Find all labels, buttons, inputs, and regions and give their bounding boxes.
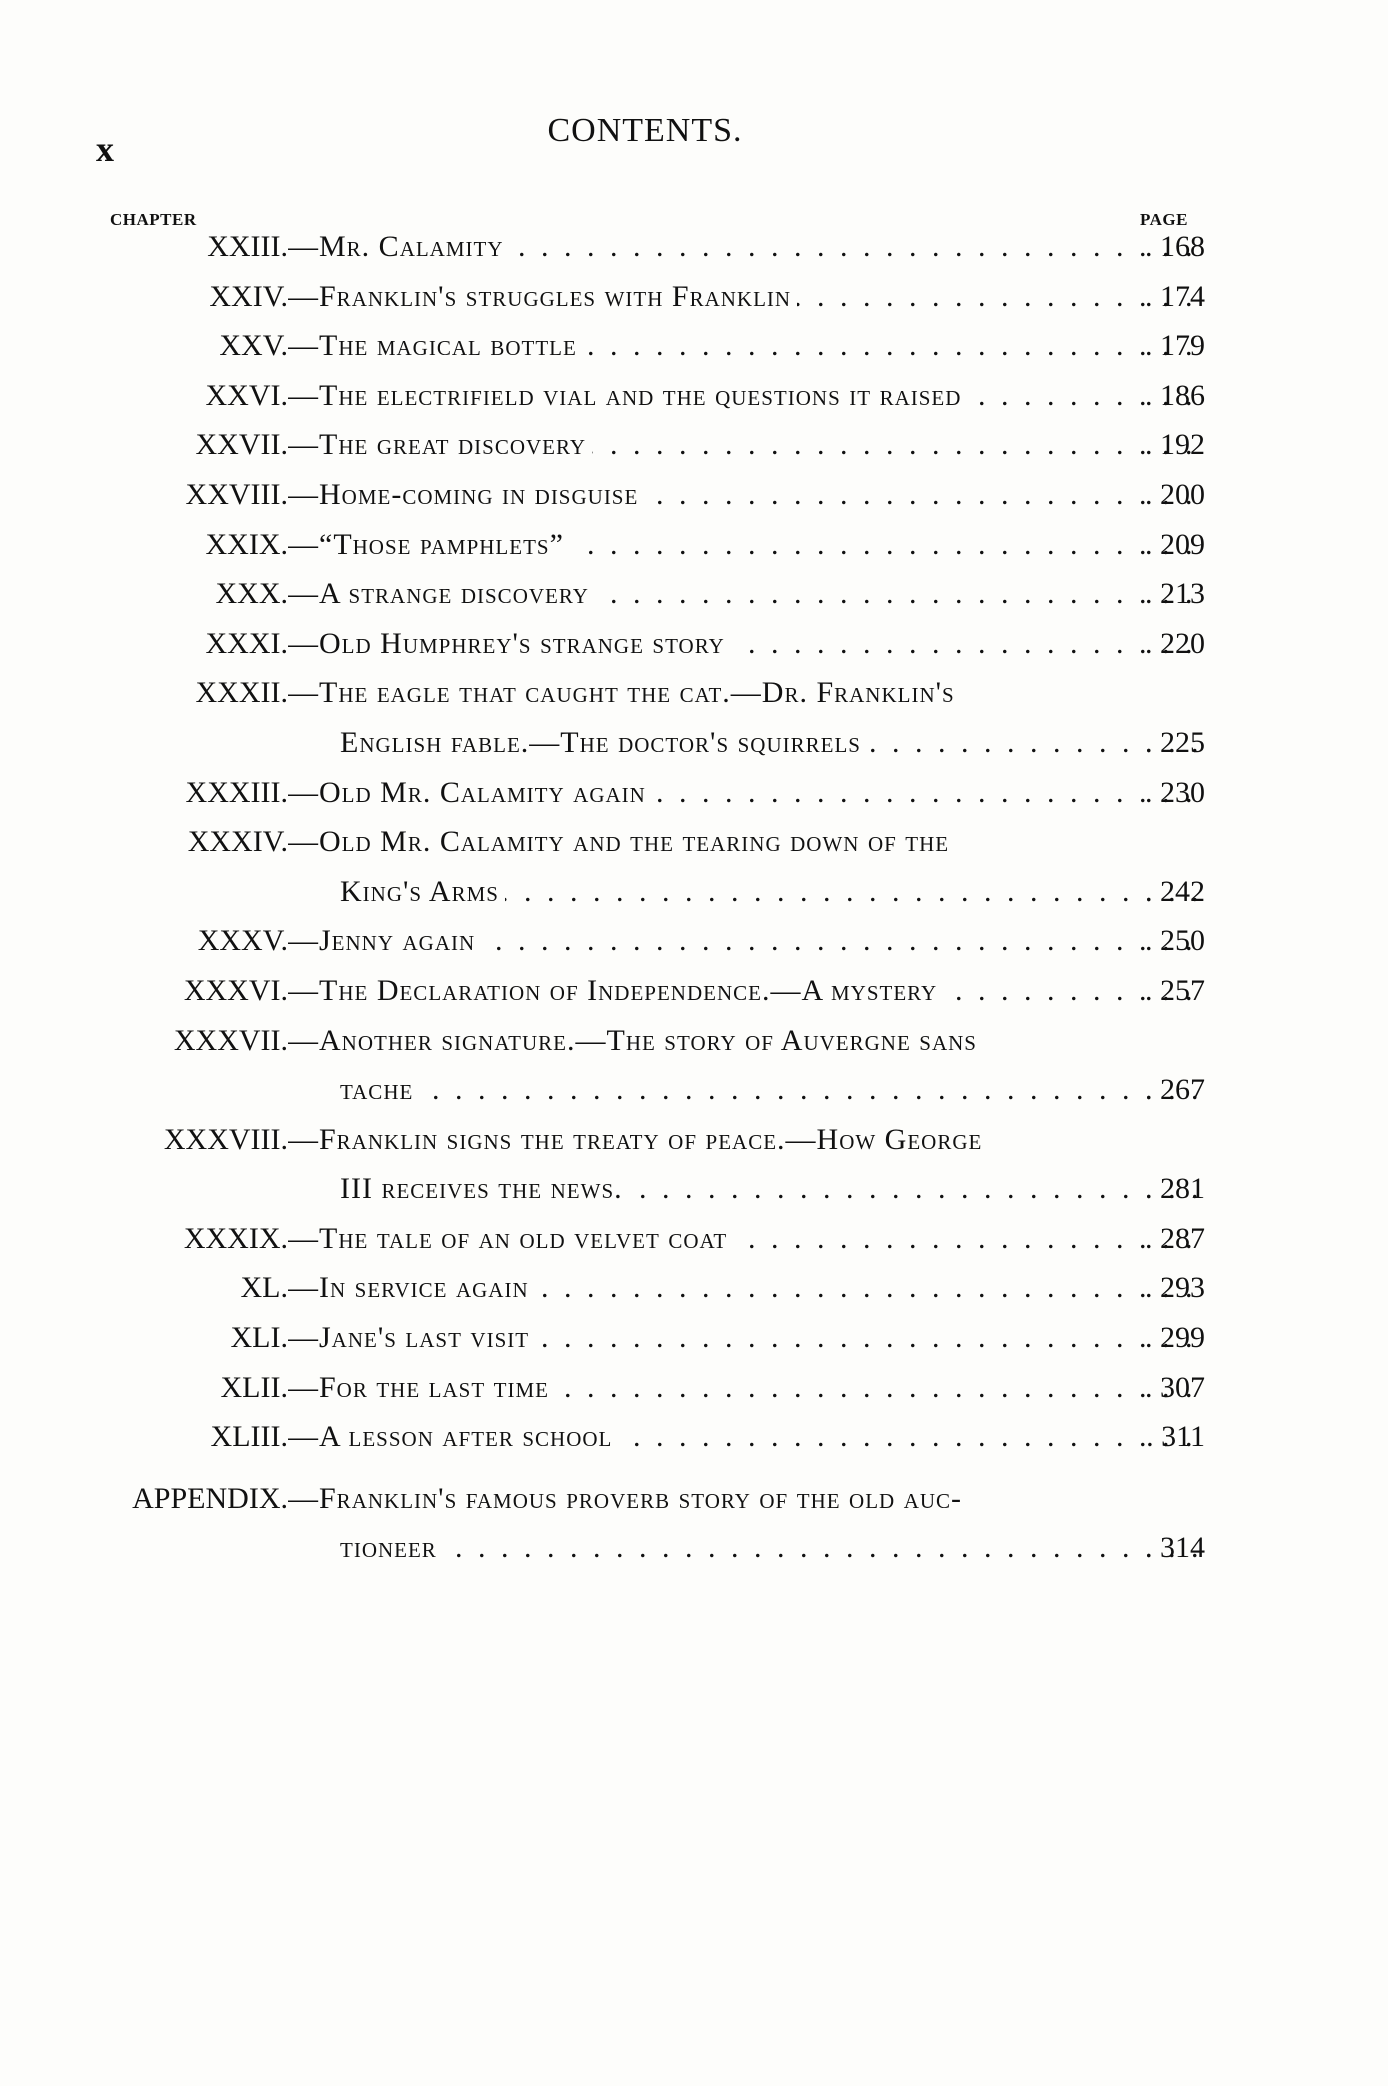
toc-entry — [0, 1024, 1388, 1074]
toc-entry — [0, 924, 1388, 974]
chapter-number: XXIII. — [207, 230, 288, 263]
chapter-title: —Jane's last visit . . — [288, 1321, 1205, 1355]
page-reference: . 311 — [1135, 1420, 1205, 1454]
toc-entry — [0, 974, 1388, 1024]
toc-entry — [0, 1222, 1388, 1272]
chapter-title: —“Those pamphlets” . . — [288, 528, 1205, 562]
page-reference: . 299 — [1135, 1321, 1205, 1355]
page-reference: . 257 — [1135, 974, 1205, 1008]
chapter-title-continuation: tioneer . . — [340, 1531, 1205, 1565]
page-reference: . 267 — [1135, 1073, 1205, 1107]
chapter-title: —The magical bottle . . — [288, 329, 1205, 363]
toc-entry — [0, 280, 1388, 330]
chapter-number: XXXVII. — [173, 1023, 288, 1057]
chapter-number: XXXVIII. — [163, 1122, 288, 1156]
chapter-title: —Old Mr. Calamity again . . — [288, 776, 1205, 810]
chapter-title: —Home-coming in disguise . . — [288, 478, 1205, 512]
chapter-number: XXXIV. — [187, 825, 288, 859]
toc-entry — [0, 428, 1388, 478]
toc-entry-continuation — [0, 1531, 1388, 1581]
chapter-title: —The Declaration of Independence.—A mystery . . — [288, 974, 1205, 1008]
toc-entry — [0, 1271, 1388, 1321]
chapter-number: XXXI. — [205, 626, 288, 660]
toc-entry — [0, 230, 1388, 280]
chapter-number: XXVIII. — [185, 477, 288, 511]
chapter-number: XXXVI. — [183, 973, 288, 1007]
chapter-title: —Another signature.—The story of Auvergne sans — [288, 1024, 1205, 1058]
chapter-title-continuation: King's Arms . . — [340, 875, 1205, 909]
toc-entry — [0, 379, 1388, 429]
chapter-number: XXXIII. — [185, 775, 288, 809]
chapter-number: XXXIX. — [183, 1221, 288, 1255]
page-reference: . 242 — [1135, 875, 1205, 909]
chapter-number: XXVII. — [195, 428, 288, 462]
chapter-number: XL. — [240, 1271, 288, 1305]
page-reference: . 200 — [1135, 478, 1205, 512]
chapter-number: APPENDIX. — [132, 1481, 288, 1515]
chapter-title-continuation: English fable.—The doctor's squirrels . . — [340, 726, 1205, 760]
toc-entry — [0, 776, 1388, 826]
page-number: x — [96, 129, 114, 169]
page-reference: . 287 — [1135, 1222, 1205, 1256]
chapter-title: —For the last time . . — [288, 1371, 1205, 1405]
chapter-title: —In service again . . — [288, 1271, 1205, 1305]
chapter-number: XXIV. — [209, 279, 288, 313]
page-reference: . 186 — [1135, 379, 1205, 413]
page-reference: . 209 — [1135, 528, 1205, 562]
page-column-heading: PAGE — [1140, 210, 1188, 229]
chapter-title: —The electrifield vial and the questions it raised . . — [288, 379, 1205, 413]
page-reference: . 281 — [1135, 1172, 1205, 1206]
chapter-title-continuation: III receives the news. . . — [340, 1172, 1205, 1206]
page-reference: . 213 — [1135, 577, 1205, 611]
chapter-number: XXVI. — [205, 378, 288, 412]
chapter-number: XXXV. — [197, 924, 288, 958]
toc-entry — [0, 528, 1388, 578]
chapter-title: —The eagle that caught the cat.—Dr. Franklin's — [288, 676, 1205, 710]
toc-entry — [0, 825, 1388, 875]
page-reference: . 225 — [1135, 726, 1205, 760]
chapter-title: —A lesson after school . . — [288, 1420, 1205, 1454]
table-of-contents — [0, 230, 1388, 1581]
chapter-number: XLII. — [220, 1370, 288, 1404]
chapter-number: XLIII. — [210, 1420, 288, 1454]
toc-entry-continuation — [0, 1172, 1388, 1222]
page-reference: . 220 — [1135, 627, 1205, 661]
chapter-number: XLI. — [230, 1321, 288, 1355]
chapter-number: XXIX. — [205, 527, 288, 561]
chapter-title: —Franklin's famous proverb story of the old auc- — [288, 1482, 1205, 1516]
page-title: CONTENTS. — [547, 112, 743, 149]
chapter-title: —Old Mr. Calamity and the tearing down of the — [288, 825, 1205, 859]
page-reference: . 293 — [1135, 1271, 1205, 1305]
toc-entry — [0, 1482, 1388, 1532]
chapter-column-heading: CHAPTER — [110, 210, 197, 229]
chapter-title: —Mr. Calamity . . — [288, 230, 1205, 264]
toc-entry-continuation — [0, 726, 1388, 776]
page-reference: . 168 — [1135, 230, 1205, 264]
chapter-title: —Franklin's struggles with Franklin . . — [288, 280, 1205, 314]
page-reference: . 174 — [1135, 280, 1205, 314]
page-reference: . 179 — [1135, 329, 1205, 363]
chapter-number: XXV. — [219, 329, 288, 363]
page-reference: . 250 — [1135, 924, 1205, 958]
chapter-number: XXX. — [215, 577, 288, 611]
page-reference: . 230 — [1135, 776, 1205, 810]
toc-entry — [0, 676, 1388, 726]
toc-entry — [0, 478, 1388, 528]
toc-entry — [0, 1321, 1388, 1371]
chapter-title: —Franklin signs the treaty of peace.—How George — [288, 1123, 1205, 1157]
toc-entry — [0, 627, 1388, 677]
toc-entry — [0, 1371, 1388, 1421]
toc-entry — [0, 329, 1388, 379]
toc-entry — [0, 1123, 1388, 1173]
page-reference: . 192 — [1135, 428, 1205, 462]
page-reference: . 307 — [1135, 1371, 1205, 1405]
toc-entry-continuation — [0, 875, 1388, 925]
chapter-title: —The tale of an old velvet coat . . — [288, 1222, 1205, 1256]
page-reference: . 314 — [1135, 1531, 1205, 1565]
toc-entry — [0, 577, 1388, 627]
chapter-number: XXXII. — [195, 676, 288, 710]
chapter-title: —The great discovery . . — [288, 428, 1205, 462]
chapter-title: —Jenny again . . — [288, 924, 1205, 958]
chapter-title-continuation: tache . . — [340, 1073, 1205, 1107]
chapter-title: —A strange discovery . . — [288, 577, 1205, 611]
toc-entry — [0, 1420, 1388, 1470]
chapter-title: —Old Humphrey's strange story . . — [288, 627, 1205, 661]
toc-entry-continuation — [0, 1073, 1388, 1123]
